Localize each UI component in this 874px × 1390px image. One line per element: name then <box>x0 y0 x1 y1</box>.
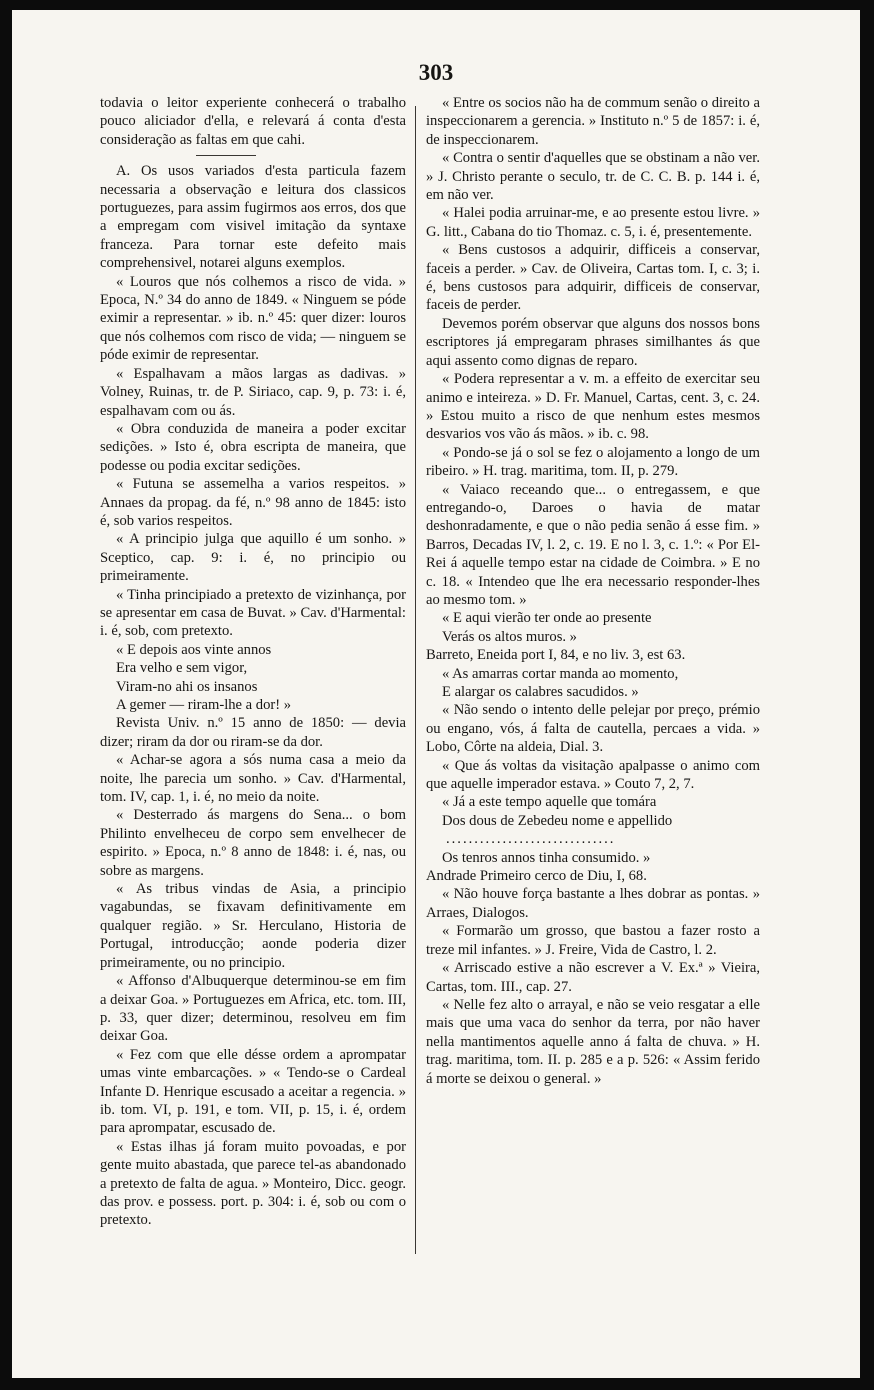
verse-line: Era velho e sem vigor, <box>116 660 248 677</box>
paragraph: « Entre os socios não ha de commum senão o direito a inspeccionarem a gerencia. » Instituto n.º 5 de 1857: i. é, de inspeccionarem. <box>426 95 760 148</box>
paragraph: « Não sendo o intento delle pelejar por preço, prémio ou engano, vós, á falta de cautella, percaes a vida. » Lobo, Côrte na aldeia, Dial. 3. <box>426 702 760 756</box>
citation: Andrade Primeiro cerco de Diu, I, 68. <box>426 868 647 885</box>
verse-line: E alargar os calabres sacudidos. » <box>442 684 639 700</box>
paragraph: Devemos porém observar que alguns dos nossos bons escriptores já empregaram phrases similhantes ás que aqui assento como dignas de reparo. <box>426 315 760 369</box>
verse-line: « Já a este tempo aquelle que tomára <box>442 794 657 811</box>
paragraph: « Louros que nós colhemos a risco de vida. » Epoca, N.º 34 do anno de 1849. « Ninguem se póde eximir a representar. » ib. n.º 45: quer dizer: louros que nós colhemos com risco de vida; — ninguem se póde eximir de representar. <box>100 273 406 364</box>
column-rule <box>415 106 416 1254</box>
verse-line: Viram-no ahi os insanos <box>116 678 258 695</box>
paragraph: « Formarão um grosso, que bastou a fazer rosto a treze mil infantes. » J. Freire, Vida de Castro, l. 2. <box>426 923 760 958</box>
paragraph: « A principio julga que aquillo é um sonho. » Sceptico, cap. 9: i. é, no principio ou primeiramente. <box>100 531 406 585</box>
right-column <box>426 94 760 1088</box>
paragraph: « Halei podia arruinar-me, e ao presente estou livre. » G. litt., Cabana do tio Thomaz. c. 5, i. é, presentemente. <box>426 205 760 240</box>
verse-line: « E depois aos vinte annos <box>116 641 272 658</box>
paragraph: « Pondo-se já o sol se fez o alojamento a longo de um ribeiro. » H. trag. maritima, tom. II, p. 279. <box>426 444 760 480</box>
citation: Barreto, Eneida port I, 84, e no liv. 3, est 63. <box>426 647 686 664</box>
verse-line: Dos dous de Zebedeu nome e appellido <box>442 812 673 829</box>
paragraph: « Não houve força bastante a lhes dobrar as pontas. » Arraes, Dialogos. <box>426 886 760 921</box>
paragraph: « Futuna se assemelha a varios respeitos. » Annaes da propag. da fé, n.º 98 anno de 1845: isto é, sob varios respeitos. <box>100 476 406 529</box>
page-number: 303 <box>418 60 454 85</box>
paragraph: todavia o leitor experiente conhecerá o trabalho pouco aliciador d'ella, e relevará á conta d'esta consideração as faltas em que cahi. <box>100 95 406 148</box>
paragraph: « Contra o sentir d'aquelles que se obstinam a não ver. » J. Christo perante o seculo, tr. de C. C. B. p. 144 i. é, em não ver. <box>426 150 760 204</box>
ellipsis-line: .............................. <box>446 831 616 848</box>
verse-line: « E aqui vierão ter onde ao presente <box>442 610 652 627</box>
paragraph: « Obra conduzida de maneira a poder excitar sedições. » Isto é, obra escripta de maneira, que podesse ou podia excitar sedições. <box>100 420 406 474</box>
paragraph: « Achar-se agora a sós numa casa a meio da noite, lhe parecia um sonho. » Cav. d'Harmental, tom. IV, cap. 1, i. é, no meio da noite. <box>100 752 406 806</box>
paragraph: « Affonso d'Albuquerque determinou-se em fim a deixar Goa. » Portuguezes em Africa, etc. tom. III, p. 33, quer dizer; determinou, resolveu em fim deixar Goa. <box>100 973 406 1045</box>
verse-line: Os tenros annos tinha consumido. » <box>442 849 651 866</box>
paragraph: « Podera representar a v. m. a effeito de exercitar seu animo e inteireza. » D. Fr. Manuel, Cartas, cent. 3, c. 24. » Estou muito a risco de que nenhum estes mesmos desvarios vos vão ás mãos. » ib. c. 98. <box>426 371 760 443</box>
verse-line: Verás os altos muros. » <box>442 628 577 645</box>
paragraph: « As tribus vindas de Asia, a principio vagabundas, se fixavam definitivamente em qualquer região. » Sr. Herculano, Historia de Portugal, introducção; aonde poderia dizer primeiramente, ou no principio. <box>100 881 406 971</box>
book-page <box>12 10 860 1378</box>
paragraph: « Fez com que elle désse ordem a aprompatar umas vinte embarcações. » « Tendo-se o Cardeal Infante D. Henrique escusado a aceitar a regencia. » ib. tom. VI, p. 191, e tom. VII, p. 15, i. é, ordem para aprompatar, escusado de. <box>100 1046 406 1137</box>
paragraph: « Vaiaco receando que... o entregassem, e que entregando-o, Daroes o havia de matar deshonradamente, e que o não pedia senão á esse fim. » Barros, Decadas IV, l. 2, c. 19. E no l. 3, c. 1.º: « Por El-Rei á aquelle tempo estar na cidade de Coimbra. » E no c. 18. « Intendeo que lhe era necessario responder-lhes ao mesmo tom. » <box>426 481 760 608</box>
paragraph: Revista Univ. n.º 15 anno de 1850: — devia dizer; riram da dor ou riram-se da dor. <box>100 715 406 750</box>
verse-line: A gemer — riram-lhe a dor! » <box>116 697 292 713</box>
paragraph: « Que ás voltas da visitação apalpasse o animo com que aquelle imperador estava. » Couto 7, 2, 7. <box>426 757 760 793</box>
paragraph: « Desterrado ás margens do Sena... o bom Philinto envelheceu de corpo sem envelhecer de espirito. » Epoca, n.º 8 anno de 1848: i. é, nas, ou sobre as margens. <box>100 807 406 879</box>
verse-line: « As amarras cortar manda ao momento, <box>442 665 679 682</box>
section-divider <box>196 155 256 156</box>
paragraph: « Estas ilhas já foram muito povoadas, e por gente muito abastada, que parece tel-as abandonado a pretexto de falta de agua. » Monteiro, Dicc. geogr. das prov. e possess. port. p. 304: i. é, sob ou com o pretexto. <box>100 1138 406 1229</box>
paragraph: « Bens custosos a adquirir, difficeis a conservar, faceis a perder. » Cav. de Oliveira, Cartas tom. I, c. 3; i. é, bens custosos para adquirir, difficeis de conservar, faceis de perder. <box>426 242 760 314</box>
left-column <box>100 94 406 1230</box>
paragraph: « Tinha principiado a pretexto de vizinhança, por se apresentar em casa de Buvat. » Cav. d'Harmental: i. é, sob, com pretexto. <box>100 586 406 640</box>
paragraph: « Espalhavam a mãos largas as dadivas. » Volney, Ruinas, tr. de P. Siriaco, cap. 9, p. 73: i. é, espalhavam com ou ás. <box>100 365 406 419</box>
paragraph: « Arriscado estive a não escrever a V. Ex.ª » Vieira, Cartas, tom. III., cap. 27. <box>426 960 760 995</box>
paragraph: A. Os usos variados d'esta particula fazem necessaria a observação e leitura dos classicos portuguezes, para assim fugirmos aos erros, dos que a empregam com visivel imitação da syntaxe franceza. Para tornar este defeito mais comprehensivel, notarei alguns exemplos. <box>100 163 406 272</box>
paragraph: « Nelle fez alto o arrayal, e não se veio resgatar a elle mais que uma vaca do senhor da terra, por não haver nella mantimentos aquelle anno á falta de chuva. » H. trag. maritima, tom. II. p. 285 e a p. 526: « Assim ferido á morte se deixou o general. » <box>426 996 760 1087</box>
